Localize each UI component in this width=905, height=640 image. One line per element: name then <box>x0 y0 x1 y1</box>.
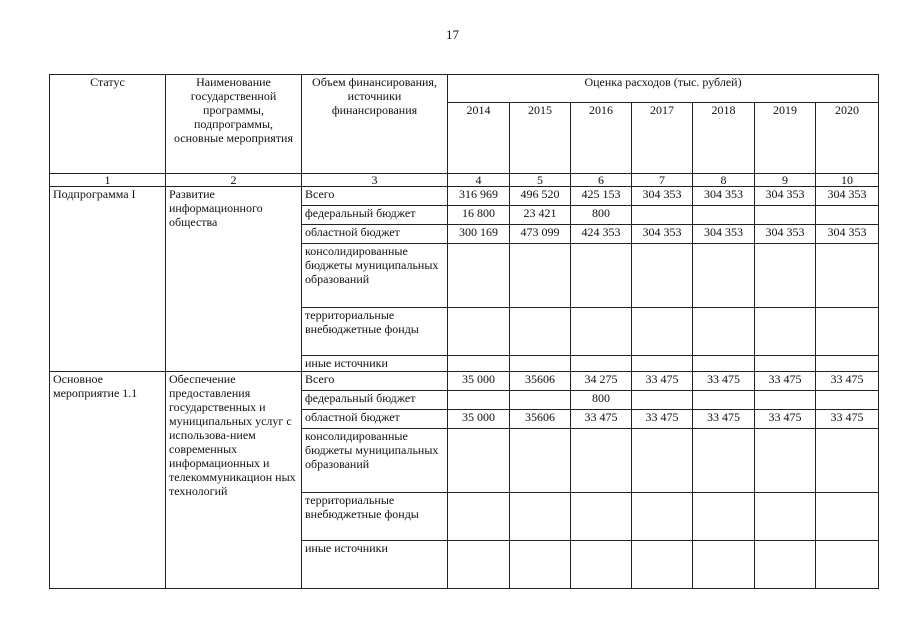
column-index: 1 <box>50 174 166 187</box>
value-cell <box>571 493 632 541</box>
value-cell: 35 000 <box>448 372 510 391</box>
value-cell: 304 353 <box>693 187 755 206</box>
section-status: Подпрограмма I <box>50 187 166 372</box>
funding-source: консолидированные бюджеты муниципальных образований <box>302 429 448 493</box>
value-cell <box>755 429 816 493</box>
value-cell <box>755 308 816 356</box>
column-index: 7 <box>632 174 693 187</box>
value-cell: 473 099 <box>510 225 571 244</box>
value-cell: 23 421 <box>510 206 571 225</box>
value-cell: 33 475 <box>693 372 755 391</box>
column-index: 5 <box>510 174 571 187</box>
value-cell <box>632 541 693 589</box>
table-row <box>50 372 879 391</box>
funding-source: территориальные внебюджетные фонды <box>302 308 448 356</box>
header-year: 2020 <box>816 103 879 174</box>
value-cell <box>632 356 693 372</box>
value-cell <box>693 429 755 493</box>
value-cell <box>632 308 693 356</box>
value-cell <box>816 391 879 410</box>
funding-source: консолидированные бюджеты муниципальных образований <box>302 244 448 308</box>
value-cell: 304 353 <box>632 225 693 244</box>
value-cell <box>816 308 879 356</box>
value-cell: 33 475 <box>816 410 879 429</box>
value-cell <box>510 308 571 356</box>
value-cell: 304 353 <box>693 225 755 244</box>
value-cell <box>448 308 510 356</box>
value-cell <box>448 244 510 308</box>
header-expense-estimate: Оценка расходов (тыс. рублей) <box>448 75 879 103</box>
value-cell <box>693 206 755 225</box>
value-cell <box>693 356 755 372</box>
column-index: 4 <box>448 174 510 187</box>
value-cell: 34 275 <box>571 372 632 391</box>
value-cell <box>632 206 693 225</box>
value-cell <box>693 493 755 541</box>
value-cell: 800 <box>571 391 632 410</box>
value-cell: 425 153 <box>571 187 632 206</box>
value-cell: 304 353 <box>755 225 816 244</box>
value-cell <box>816 541 879 589</box>
header-year: 2014 <box>448 103 510 174</box>
value-cell <box>816 244 879 308</box>
value-cell <box>510 244 571 308</box>
value-cell <box>816 356 879 372</box>
funding-source: территориальные внебюджетные фонды <box>302 493 448 541</box>
column-index: 3 <box>302 174 448 187</box>
section-name: Развитие информационного общества <box>166 187 302 372</box>
column-index: 8 <box>693 174 755 187</box>
value-cell <box>755 541 816 589</box>
value-cell <box>448 356 510 372</box>
value-cell: 316 969 <box>448 187 510 206</box>
value-cell: 800 <box>571 206 632 225</box>
value-cell <box>816 206 879 225</box>
funding-source: федеральный бюджет <box>302 206 448 225</box>
header-year: 2016 <box>571 103 632 174</box>
value-cell: 35 000 <box>448 410 510 429</box>
value-cell <box>510 429 571 493</box>
value-cell: 304 353 <box>816 187 879 206</box>
funding-source: Всего <box>302 187 448 206</box>
value-cell <box>816 493 879 541</box>
column-index: 6 <box>571 174 632 187</box>
value-cell <box>755 206 816 225</box>
value-cell: 424 353 <box>571 225 632 244</box>
header-status: Статус <box>50 75 166 174</box>
funding-source: федеральный бюджет <box>302 391 448 410</box>
value-cell: 33 475 <box>632 372 693 391</box>
value-cell <box>571 308 632 356</box>
value-cell: 33 475 <box>632 410 693 429</box>
value-cell: 33 475 <box>816 372 879 391</box>
section-status: Основное мероприятие 1.1 <box>50 372 166 589</box>
table-row <box>50 187 879 206</box>
value-cell: 304 353 <box>816 225 879 244</box>
value-cell <box>448 493 510 541</box>
value-cell <box>693 541 755 589</box>
value-cell <box>448 541 510 589</box>
value-cell: 496 520 <box>510 187 571 206</box>
value-cell <box>510 391 571 410</box>
header-year: 2018 <box>693 103 755 174</box>
value-cell <box>632 391 693 410</box>
value-cell <box>755 493 816 541</box>
funding-source: областной бюджет <box>302 225 448 244</box>
funding-source: иные источники <box>302 541 448 589</box>
section-name: Обеспечение предоставления государственных и муниципальных услуг с использова-нием современных информационных и телекоммуникацион ных технологий <box>166 372 302 589</box>
value-cell: 35606 <box>510 372 571 391</box>
value-cell <box>632 429 693 493</box>
value-cell <box>571 429 632 493</box>
value-cell: 33 475 <box>571 410 632 429</box>
value-cell <box>755 356 816 372</box>
value-cell: 33 475 <box>693 410 755 429</box>
budget-table <box>49 74 879 589</box>
header-financing-volume: Объем финансирования, источники финансирования <box>302 75 448 174</box>
value-cell <box>816 429 879 493</box>
page-number: 17 <box>446 27 459 42</box>
value-cell: 35606 <box>510 410 571 429</box>
value-cell: 304 353 <box>632 187 693 206</box>
funding-source: областной бюджет <box>302 410 448 429</box>
header-year: 2015 <box>510 103 571 174</box>
value-cell: 300 169 <box>448 225 510 244</box>
value-cell: 16 800 <box>448 206 510 225</box>
value-cell: 33 475 <box>755 410 816 429</box>
value-cell <box>510 493 571 541</box>
column-index-row <box>50 174 879 187</box>
value-cell <box>693 391 755 410</box>
value-cell <box>448 391 510 410</box>
value-cell <box>755 244 816 308</box>
header-year: 2019 <box>755 103 816 174</box>
value-cell: 304 353 <box>755 187 816 206</box>
value-cell <box>571 541 632 589</box>
value-cell <box>448 429 510 493</box>
value-cell <box>693 308 755 356</box>
value-cell <box>632 244 693 308</box>
funding-source: иные источники <box>302 356 448 372</box>
value-cell <box>693 244 755 308</box>
value-cell <box>632 493 693 541</box>
header-program-name: Наименование государственной программы, подпрограммы, основные мероприятия <box>166 75 302 174</box>
column-index: 9 <box>755 174 816 187</box>
value-cell <box>510 356 571 372</box>
value-cell <box>755 391 816 410</box>
value-cell: 33 475 <box>755 372 816 391</box>
value-cell <box>510 541 571 589</box>
funding-source: Всего <box>302 372 448 391</box>
column-index: 10 <box>816 174 879 187</box>
value-cell <box>571 356 632 372</box>
column-index: 2 <box>166 174 302 187</box>
header-year: 2017 <box>632 103 693 174</box>
value-cell <box>571 244 632 308</box>
